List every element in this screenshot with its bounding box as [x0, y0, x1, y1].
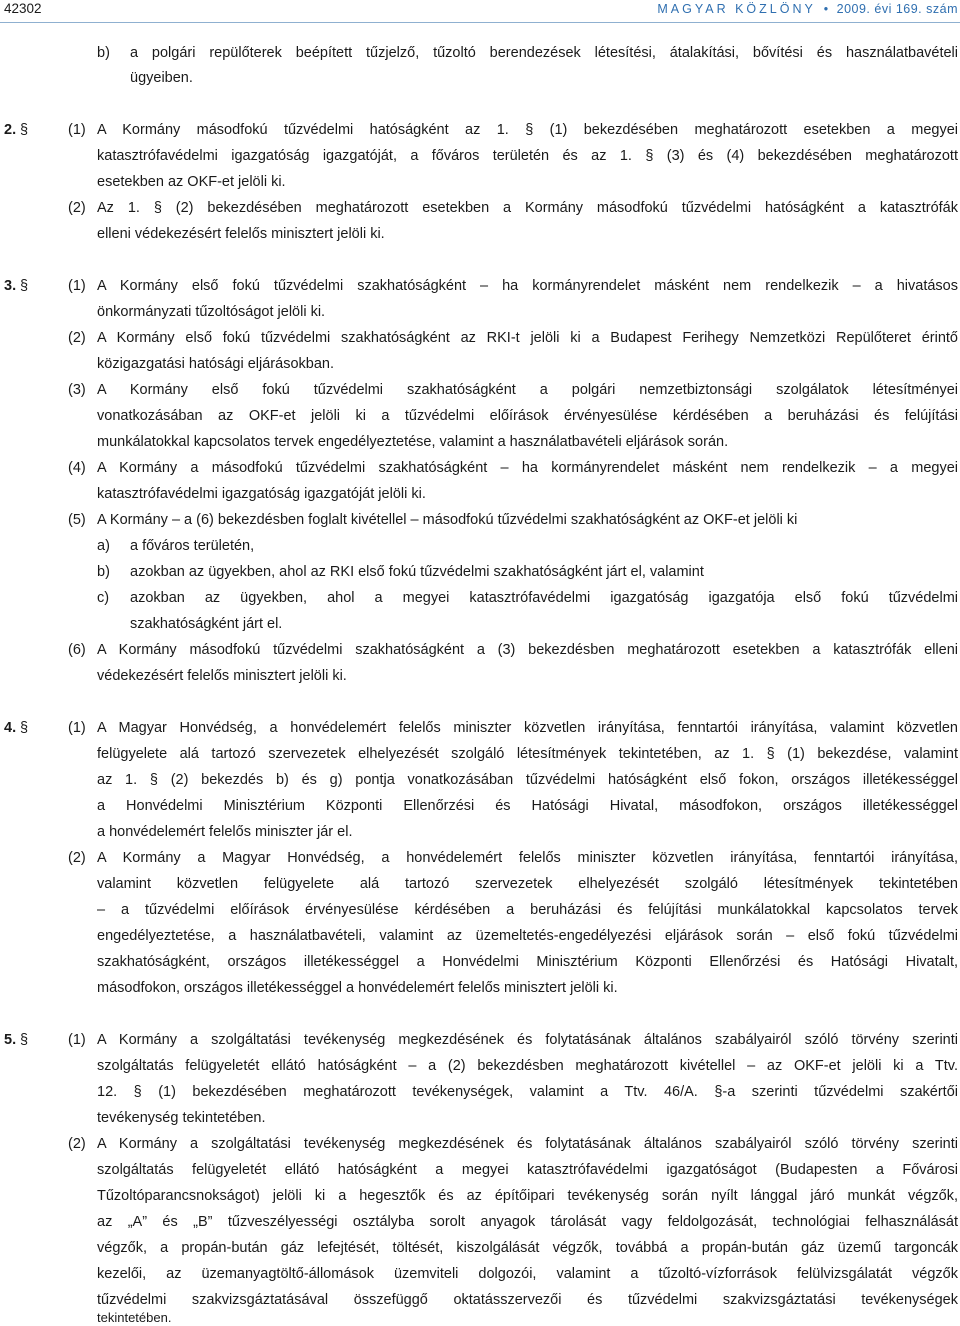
paragraph-label: (1)	[68, 1032, 86, 1048]
text-line: A Kormány másodfokú tűzvédelmi szakhatóságként a (3) bekezdésben meghatározott esetekben a katasztrófák elleni	[97, 642, 958, 658]
text-line: katasztrófavédelmi igazgatóság igazgatóját, a főváros területén és az 1. § (3) és (4) bekezdésében meghatározott	[97, 148, 958, 164]
section-symbol: §	[20, 122, 29, 138]
text-line: A Kormány első fokú tűzvédelmi szakhatóságként – ha kormányrendelet másként nem rendelkezik – a hivatásos	[97, 278, 958, 294]
list-marker: a)	[97, 538, 110, 554]
text-line: az 1. § (2) bekezdés b) és g) pontja vonatkozásában tűzvédelmi hatóságként első fokon, országos illetékességgel	[97, 772, 958, 788]
text-line: A Kormány első fokú tűzvédelmi szakhatóságként az RKI-t jelöli ki a Budapest Ferihegy Nemzetközi Repülőteret érintő	[97, 330, 958, 346]
text-line: engedélyeztetése, a használatbavételi, valamint az üzemeltetés-engedélyezési eljárások során – első fokú tűzvédelmi	[97, 928, 958, 944]
text-line: A Kormány a másodfokú tűzvédelmi szakhatóságként – ha kormányrendelet másként nem rendelkezik – a megyei	[97, 460, 958, 476]
list-item: a főváros területén,	[130, 538, 255, 554]
list-marker: c)	[97, 590, 110, 606]
section-symbol: §	[20, 1032, 29, 1048]
text-line: önkormányzati tűzoltóságot jelöli ki.	[97, 304, 326, 320]
text-line: az „A” és „B” tűzveszélyességi osztályba sorolt anyagok tárolását vagy feldolgozását, technológiai felhasználását	[97, 1214, 958, 1230]
section-symbol: §	[20, 278, 29, 294]
text-line: közigazgatási hatósági eljárásokban.	[97, 356, 334, 372]
list-marker: b)	[97, 45, 110, 61]
text-line: A Kormány a szolgáltatási tevékenység megkezdésének és folytatásának általános szabályairól szóló törvény szerinti	[97, 1032, 958, 1048]
text-line: kezelői, az üzemanyagtöltő-állomások üzemviteli dolgozói, valamint a tűzoltó-vízforrások felülvizsgálatát végzők	[97, 1266, 958, 1282]
section-number: 3.	[4, 278, 17, 294]
list-marker: b)	[97, 564, 110, 580]
text-line: esetekben az OKF-et jelöli ki.	[97, 174, 286, 190]
text-line: tekintetében.	[97, 1310, 172, 1325]
text-line: A Kormány – a (6) bekezdésben foglalt kivétellel – másodfokú tűzvédelmi szakhatóságként az OKF-et jelöli ki	[97, 512, 798, 528]
text-line: a polgári repülőterek beépített tűzjelző, tűzoltó berendezések létesítési, átalakítási, bővítési és használatbavételi	[130, 45, 958, 61]
text-line: munkálatokkal kapcsolatos tervek engedélyeztetése, valamint a használatbavételi eljárások során.	[97, 434, 729, 450]
paragraph-label: (2)	[68, 1136, 86, 1152]
text-line: Az 1. § (2) bekezdésében meghatározott esetekben a Kormány másodfokú tűzvédelmi hatóságként a katasztrófák	[97, 200, 958, 216]
paragraph-label: (2)	[68, 330, 86, 346]
text-line: a Honvédelmi Minisztérium Központi Ellenőrzési és Hatósági Hivatal, másodfokon, országos illetékességgel	[97, 798, 958, 814]
paragraph-label: (1)	[68, 720, 86, 736]
text-line: 12. § (1) bekezdésében meghatározott tevékenységek, valamint a Ttv. 46/A. §-a szerinti tűzvédelmi szakértői	[97, 1084, 958, 1100]
section-number: 2.	[4, 122, 17, 138]
section-number: 4.	[4, 720, 17, 736]
text-line: – a tűzvédelmi előírások érvényesülése kérdésében a beruházási és felújítási munkálatokkal kapcsolatos tervek	[97, 902, 958, 918]
text-line: A Kormány a Magyar Honvédség, a honvédelemért felelős miniszter közvetlen irányítása, fenntartói irányítása,	[97, 850, 958, 866]
list-item: azokban az ügyekben, ahol a megyei katasztrófavédelmi igazgatóság igazgatója első fokú tűzvédelmi	[130, 590, 958, 606]
text-line: A Kormány a szolgáltatási tevékenység megkezdésének és folytatásának általános szabályairól szóló törvény szerinti	[97, 1136, 958, 1152]
text-line: elleni védekezésért felelős minisztert jelöli ki.	[97, 226, 385, 242]
text-line: vonatkozásában az OKF-et jelöli ki a tűzvédelmi előírások érvényesülése kérdésében a beruházási és felújítási	[97, 408, 958, 424]
text-line: szakhatóságként, országos illetékességgel a Honvédelmi Minisztérium Központi Ellenőrzési és Hatósági Hivatalt,	[97, 954, 958, 970]
text-line: a honvédelemért felelős miniszter jár el.	[97, 824, 353, 840]
paragraph-label: (5)	[68, 512, 86, 528]
paragraph-label: (6)	[68, 642, 86, 658]
text-line: védekezésért felelős minisztert jelöli ki.	[97, 668, 347, 684]
text-line: végzők, a propán-bután gáz lefejtését, töltését, kiszolgálását végzők, továbbá a propán-bután gáz üzemű targoncák	[97, 1240, 958, 1256]
paragraph-label: (1)	[68, 278, 86, 294]
section-number: 5.	[4, 1032, 17, 1048]
text-line: felügyelete alá tartozó szervezetek elhelyezését szolgáló létesítmények tekintetében, az 1. § (1) bekezdése, valamint	[97, 746, 958, 762]
text-line: szolgáltatás felügyeletét ellátó hatóságként a megyei katasztrófavédelmi igazgatóságot (Budapesten a Fővárosi	[97, 1162, 958, 1178]
paragraph-label: (3)	[68, 382, 86, 398]
page-header	[0, 0, 960, 23]
page-number: 42302	[4, 1, 42, 16]
text-line: másodfokon, országos illetékességgel a honvédelemért felelős minisztert jelöli ki.	[97, 980, 618, 996]
text-line: katasztrófavédelmi igazgatóság igazgatóját jelöli ki.	[97, 486, 426, 502]
paragraph-label: (2)	[68, 850, 86, 866]
list-item: azokban az ügyekben, ahol az RKI első fokú tűzvédelmi szakhatóságként járt el, valamint	[130, 564, 704, 580]
paragraph-label: (4)	[68, 460, 86, 476]
section-symbol: §	[20, 720, 29, 736]
text-line: tevékenység tekintetében.	[97, 1110, 266, 1126]
paragraph-label: (2)	[68, 200, 86, 216]
list-item: szakhatóságként járt el.	[130, 616, 283, 632]
text-line: ügyeiben.	[130, 70, 193, 86]
paragraph-label: (1)	[68, 122, 86, 138]
text-line: A Kormány első fokú tűzvédelmi szakhatóságként a polgári nemzetbiztonsági szolgálatok létesítményei	[97, 382, 958, 398]
text-line: Tűzoltóparancsnokságot) jelöli ki a hegesztők és az építőipari tevékenység során nyílt lánggal járó munkát végzők,	[97, 1188, 958, 1204]
issue-number: 2009. évi 169. szám	[836, 2, 958, 16]
publication-name: MAGYAR KÖZLÖNY	[657, 2, 816, 16]
text-line: A Kormány másodfokú tűzvédelmi hatóságként az 1. § (1) bekezdésében meghatározott esetekben a megyei	[97, 122, 958, 138]
publication-header: MAGYAR KÖZLÖNY • 2009. évi 169. szám	[657, 2, 958, 16]
text-line: szolgáltatás felügyeletét ellátó hatóságként – a (2) bekezdésben meghatározott kivétellel – az OKF-et jelöli ki a Ttv.	[97, 1058, 958, 1074]
text-line: valamint közvetlen felügyelete alá tartozó szervezetek elhelyezését szolgáló létesítmények tekintetében	[97, 876, 958, 892]
text-line: tűzvédelmi szakvizsgáztatásával összefüggő oktatásszervezői és tűzvédelmi szakvizsgáztatási tevékenységek	[97, 1292, 958, 1308]
text-line: A Magyar Honvédség, a honvédelemért felelős miniszter közvetlen irányítása, fenntartói irányítása, valamint közvetlen	[97, 720, 958, 736]
